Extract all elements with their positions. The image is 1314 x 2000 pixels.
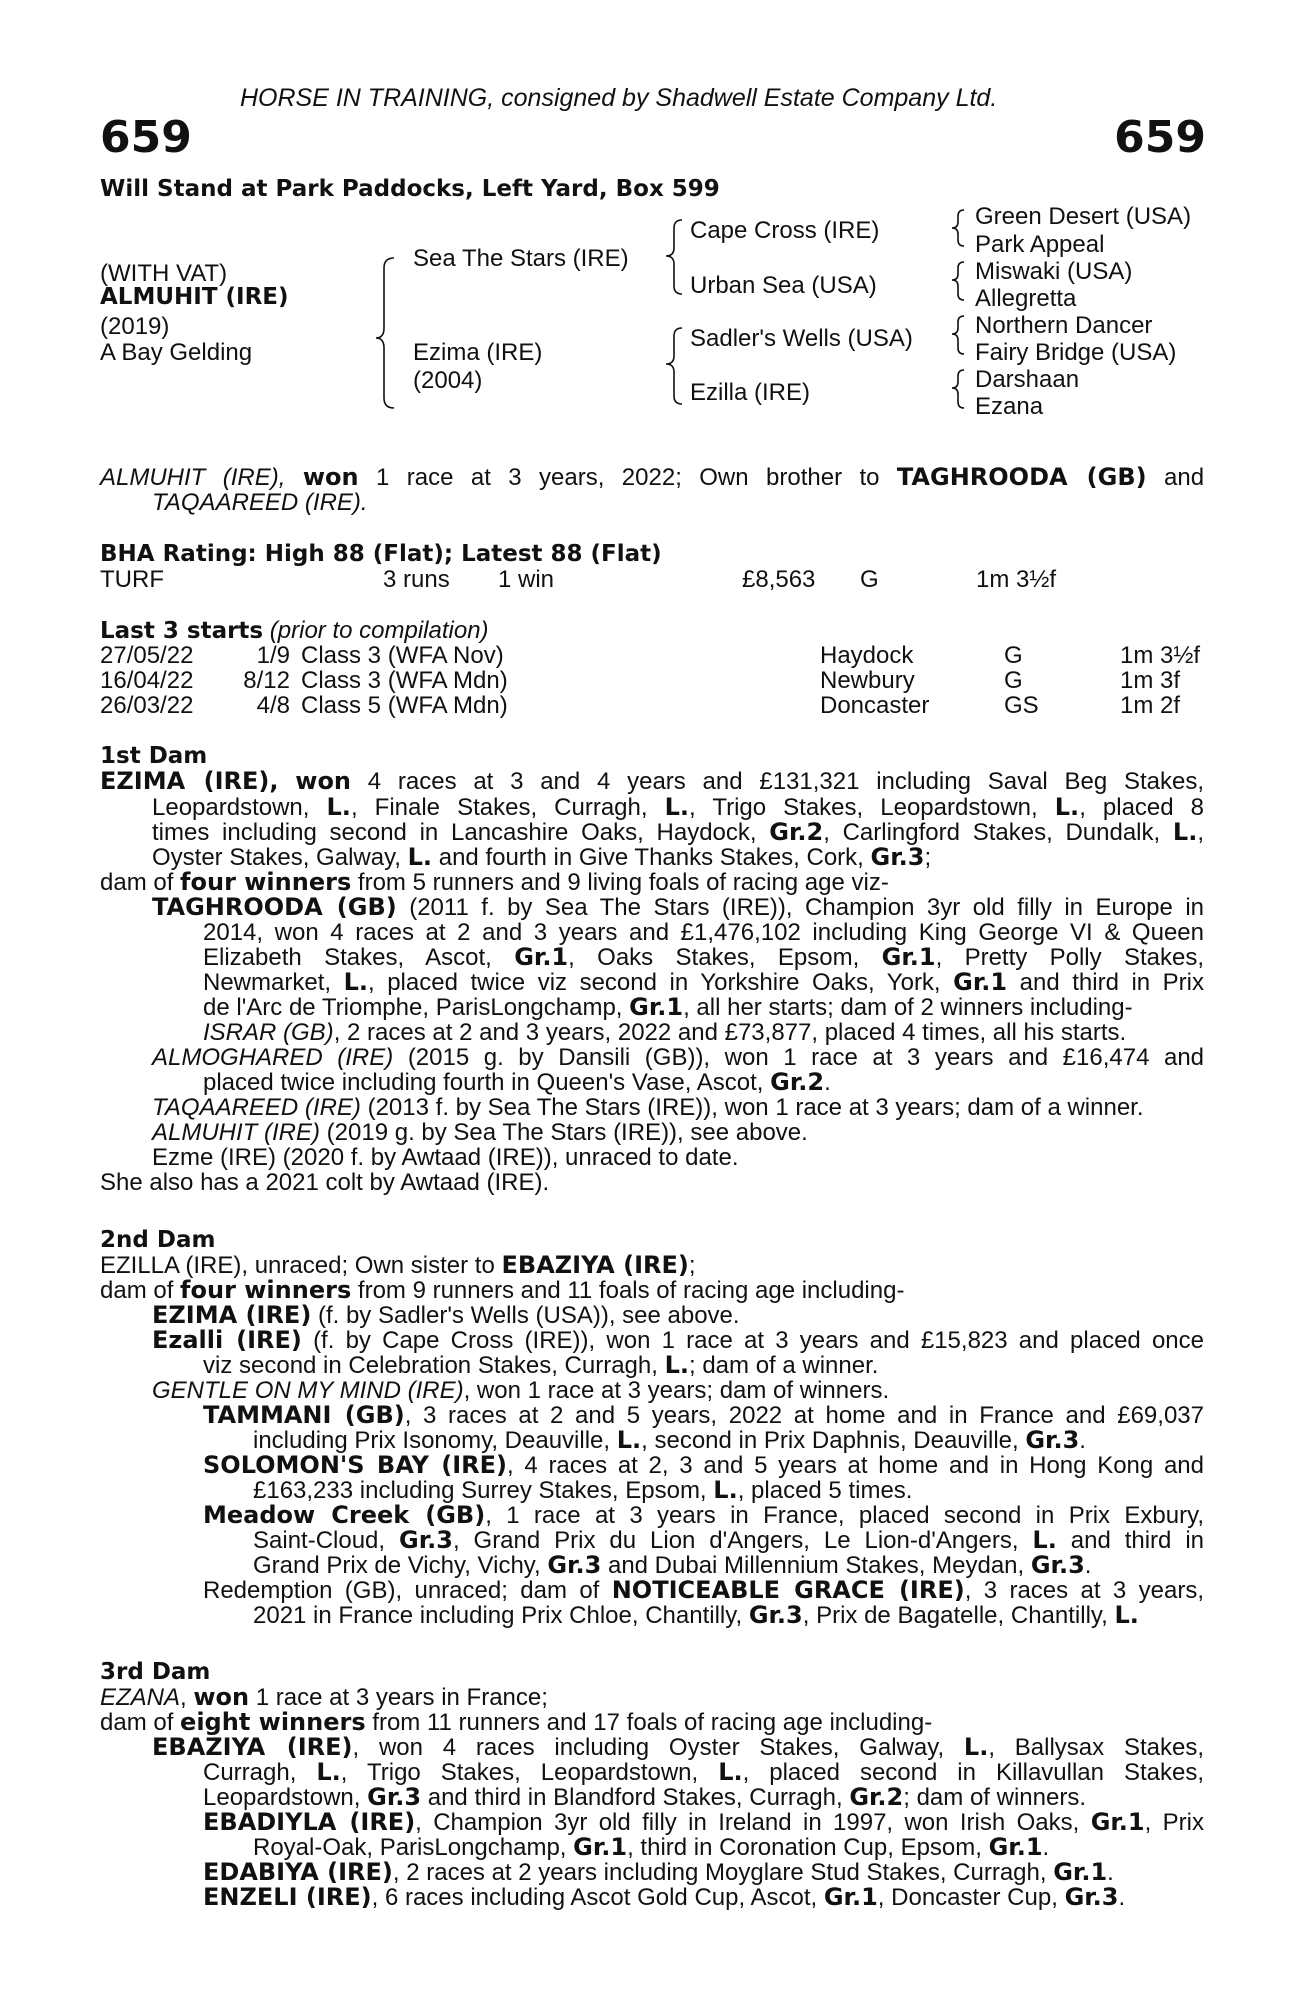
start-race: Class 5 (WFA Mdn) <box>301 692 508 719</box>
taghrooda-line-3: Elizabeth Stakes, Ascot, Gr.1, Oaks Stakes, Epsom, Gr.1, Pretty Polly Stakes, <box>203 943 1205 971</box>
colt-note: She also has a 2021 colt by Awtaad (IRE). <box>100 1169 550 1196</box>
start-race: Class 3 (WFA Nov) <box>301 642 504 669</box>
ancestor-6: Fairy Bridge (USA) <box>975 339 1177 366</box>
dam2-line-1: EZILLA (IRE), unraced; Own sister to EBAZIYA (IRE); <box>100 1251 696 1279</box>
redemption-line-2: 2021 in France including Prix Chloe, Chantilly, Gr.3, Prix de Bagatelle, Chantilly, L. <box>253 1601 1139 1629</box>
meadow-creek-line-2: Saint-Cloud, Gr.3, Grand Prix du Lion d'Angers, Le Lion-d'Angers, L. and third in <box>253 1526 1204 1554</box>
taghrooda-line-1: TAGHROODA (GB) (2011 f. by Sea The Stars (IRE)), Champion 3yr old filly in Europe in <box>152 893 1204 921</box>
start-dist: 1m 2f <box>1120 692 1181 719</box>
ezalli-line-1: Ezalli (IRE) (f. by Cape Cross (IRE)), won 1 race at 3 years and £15,823 and placed once <box>152 1326 1204 1354</box>
ancestor-8: Ezana <box>975 393 1044 420</box>
gentle-on-my-mind-line: GENTLE ON MY MIND (IRE), won 1 race at 3 years; dam of winners. <box>152 1377 890 1404</box>
first-dam-heading: 1st Dam <box>100 743 208 769</box>
bha-rating: BHA Rating: High 88 (Flat); Latest 88 (Flat) <box>100 541 662 567</box>
taqaareed-line: TAQAAREED (IRE) (2013 f. by Sea The Stars (IRE)), won 1 race at 3 years; dam of a winner. <box>152 1094 1144 1121</box>
almoghared-line-1: ALMOGHARED (IRE) (2015 g. by Dansili (GB)), won 1 race at 3 years and £16,474 and <box>152 1044 1205 1071</box>
ebadiyla-line-2: Royal-Oak, ParisLongchamp, Gr.1, third in Coronation Cup, Epsom, Gr.1. <box>253 1833 1050 1861</box>
start-row <box>100 668 1210 694</box>
summary-line-1: ALMUHIT (IRE), won 1 race at 3 years, 2022; Own brother to TAGHROODA (GB) and <box>100 463 1205 491</box>
start-going: G <box>1004 642 1023 669</box>
start-going: G <box>1004 667 1023 694</box>
dam1-line-4: Oyster Stakes, Galway, L. and fourth in Give Thanks Stakes, Cork, Gr.3; <box>152 843 932 871</box>
dam-sire: Sadler's Wells (USA) <box>690 325 913 352</box>
start-date: 26/03/22 <box>100 692 194 719</box>
rating-row: TURF 3 runs 1 win £8,563 G 1m 3½f <box>100 566 1057 593</box>
ezima-line: EZIMA (IRE) (f. by Sadler's Wells (USA)), see above. <box>152 1301 740 1329</box>
start-pos: 1/9 <box>256 642 290 669</box>
start-course: Haydock <box>820 642 914 669</box>
horse-description: A Bay Gelding <box>100 339 253 366</box>
sire-dam: Urban Sea (USA) <box>690 272 877 299</box>
start-course: Newbury <box>820 667 915 694</box>
solomons-bay-line-1: SOLOMON'S BAY (IRE), 4 races at 2, 3 and 5 years at home and in Hong Kong and <box>203 1451 1205 1479</box>
catalogue-header: HORSE IN TRAINING, consigned by Shadwell Estate Company Ltd. <box>240 84 998 112</box>
ezalli-line-2: viz second in Celebration Stakes, Curragh, L.; dam of a winner. <box>203 1351 879 1379</box>
start-pos: 8/12 <box>243 667 290 694</box>
ebadiyla-line-1: EBADIYLA (IRE), Champion 3yr old filly in Ireland in 1997, won Irish Oaks, Gr.1, Prix <box>203 1808 1205 1836</box>
sire: Sea The Stars (IRE) <box>413 245 629 272</box>
stand-location: Will Stand at Park Paddocks, Left Yard, Box 599 <box>100 176 720 202</box>
dam1-produce-summary: dam of four winners from 5 runners and 9 living foals of racing age viz- <box>100 868 889 896</box>
dam: Ezima (IRE) <box>413 339 543 366</box>
sire-sire: Cape Cross (IRE) <box>690 217 880 244</box>
ebaziya-line-2: Curragh, L., Trigo Stakes, Leopardstown, L., placed second in Killavullan Stakes, <box>203 1758 1205 1786</box>
enzeli-line: ENZELI (IRE), 6 races including Ascot Gold Cup, Ascot, Gr.1, Doncaster Cup, Gr.3. <box>203 1883 1126 1911</box>
israr-line: ISRAR (GB), 2 races at 2 and 3 years, 2022 and £73,877, placed 4 times, all his starts. <box>203 1019 1127 1046</box>
ebaziya-line-3: Leopardstown, Gr.3 and third in Blandford Stakes, Curragh, Gr.2; dam of winners. <box>203 1783 1086 1811</box>
start-row <box>100 693 1210 719</box>
taghrooda-line-4: Newmarket, L., placed twice viz second in Yorkshire Oaks, York, Gr.1 and third in Prix <box>203 968 1205 996</box>
start-course: Doncaster <box>820 692 930 719</box>
lot-number-left: 659 <box>100 112 192 163</box>
ancestor-5: Northern Dancer <box>975 312 1153 339</box>
dam1-line-1: EZIMA (IRE), won 4 races at 3 and 4 years and £131,321 including Saval Beg Stakes, <box>100 767 1205 795</box>
dam-year: (2004) <box>413 367 483 394</box>
ancestor-2: Park Appeal <box>975 231 1105 258</box>
taghrooda-line-2: 2014, won 4 races at 2 and 3 years and £1,476,102 including King George VI & Queen <box>203 919 1204 946</box>
start-race: Class 3 (WFA Mdn) <box>301 667 508 694</box>
dam3-produce-summary: dam of eight winners from 11 runners and 17 foals of racing age including- <box>100 1708 933 1736</box>
start-date: 16/04/22 <box>100 667 194 694</box>
horse-name: ALMUHIT (IRE) <box>100 284 289 310</box>
solomons-bay-line-2: £163,233 including Surrey Stakes, Epsom, L., placed 5 times. <box>253 1476 913 1504</box>
almoghared-line-2: placed twice including fourth in Queen's Vase, Ascot, Gr.2. <box>203 1068 831 1096</box>
taghrooda-line-5: de l'Arc de Triomphe, ParisLongchamp, Gr.1, all her starts; dam of 2 winners including- <box>203 993 1133 1021</box>
start-pos: 4/8 <box>256 692 290 719</box>
meadow-creek-line-3: Grand Prix de Vichy, Vichy, Gr.3 and Dubai Millennium Stakes, Meydan, Gr.3. <box>253 1551 1092 1579</box>
second-dam-heading: 2nd Dam <box>100 1227 216 1253</box>
summary-line-2: TAQAAREED (IRE). <box>152 489 368 516</box>
last-starts-heading: Last 3 starts (prior to compilation) <box>100 617 489 644</box>
tammani-line-1: TAMMANI (GB), 3 races at 2 and 5 years, 2022 at home and in France and £69,037 <box>203 1401 1204 1429</box>
start-going: GS <box>1004 692 1039 719</box>
start-date: 27/05/22 <box>100 642 194 669</box>
almuhit-line: ALMUHIT (IRE) (2019 g. by Sea The Stars (IRE)), see above. <box>152 1119 808 1146</box>
dam1-line-2: Leopardstown, L., Finale Stakes, Curragh, L., Trigo Stakes, Leopardstown, L., placed 8 <box>152 793 1205 821</box>
lot-number-right: 659 <box>1114 112 1206 163</box>
third-dam-heading: 3rd Dam <box>100 1659 211 1685</box>
tammani-line-2: including Prix Isonomy, Deauville, L., second in Prix Daphnis, Deauville, Gr.3. <box>253 1426 1086 1454</box>
vat-note: (WITH VAT) <box>100 260 228 287</box>
ancestor-4: Allegretta <box>975 285 1077 312</box>
dam1-line-3: times including second in Lancashire Oaks, Haydock, Gr.2, Carlingford Stakes, Dundalk, L., <box>152 818 1204 846</box>
dam3-line-1: EZANA, won 1 race at 3 years in France; <box>100 1683 548 1711</box>
meadow-creek-line-1: Meadow Creek (GB), 1 race at 3 years in France, placed second in Prix Exbury, <box>203 1501 1204 1529</box>
horse-year: (2019) <box>100 313 170 340</box>
ancestor-7: Darshaan <box>975 366 1080 393</box>
dam-dam: Ezilla (IRE) <box>690 379 811 406</box>
ancestor-3: Miswaki (USA) <box>975 258 1133 285</box>
start-dist: 1m 3f <box>1120 667 1181 694</box>
ancestor-1: Green Desert (USA) <box>975 203 1192 230</box>
start-dist: 1m 3½f <box>1120 642 1201 669</box>
ebaziya-line-1: EBAZIYA (IRE), won 4 races including Oyster Stakes, Galway, L., Ballysax Stakes, <box>152 1733 1204 1761</box>
edabiya-line: EDABIYA (IRE), 2 races at 2 years including Moyglare Stud Stakes, Curragh, Gr.1. <box>203 1858 1114 1886</box>
start-row <box>100 643 1210 669</box>
ezme-line: Ezme (IRE) (2020 f. by Awtaad (IRE)), unraced to date. <box>152 1144 739 1171</box>
dam2-produce-summary: dam of four winners from 9 runners and 11 foals of racing age including- <box>100 1276 905 1304</box>
redemption-line-1: Redemption (GB), unraced; dam of NOTICEABLE GRACE (IRE), 3 races at 3 years, <box>203 1576 1204 1604</box>
